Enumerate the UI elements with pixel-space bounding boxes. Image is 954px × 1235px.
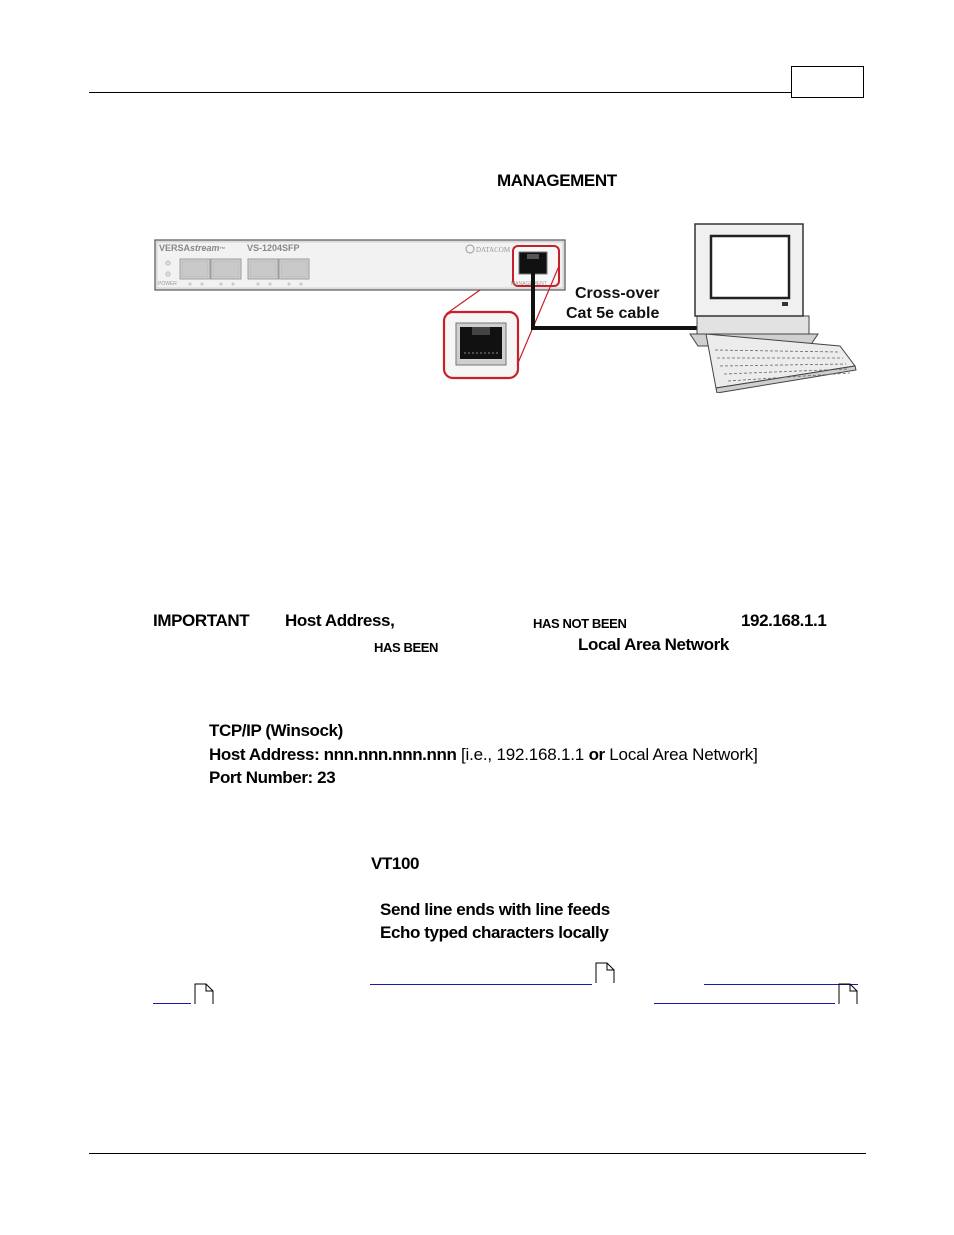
cross-reference-link-2-continued[interactable] <box>153 1003 191 1004</box>
host-address-setting <box>209 745 758 765</box>
device-maker: DATACOM <box>476 246 511 254</box>
host-hint-open: [i.e., 192.168.1.1 <box>456 745 589 764</box>
has-not-been-text: HAS NOT BEEN <box>533 616 627 631</box>
lan-text: Local Area Network <box>578 635 729 654</box>
management-label: MANAGEMENT <box>497 171 617 190</box>
cable-label-line1: Cross-over <box>575 285 660 302</box>
host-hint-or: or <box>588 745 605 764</box>
cross-reference-link-3[interactable] <box>654 1003 835 1004</box>
computer-icon <box>690 224 856 393</box>
ascii-line-feeds-option: Send line ends with line feeds <box>380 900 610 919</box>
important-label: IMPORTANT <box>153 611 250 630</box>
cross-reference-link-2[interactable] <box>704 984 858 985</box>
cross-reference-link-1[interactable] <box>370 984 592 985</box>
page-number-box <box>791 66 864 98</box>
device-brand-italic: stream <box>190 243 220 253</box>
cable-label-line2: Cat 5e cable <box>566 305 660 322</box>
device-power: POWER <box>158 281 177 287</box>
page-reference-icon-3 <box>838 983 858 1005</box>
emulation-vt100: VT100 <box>371 854 420 873</box>
connection-type: TCP/IP (Winsock) <box>209 721 343 740</box>
connection-diagram <box>150 218 860 393</box>
page-reference-icon-1 <box>595 962 615 984</box>
footer-rule <box>89 1153 866 1154</box>
page-reference-icon-2 <box>194 983 214 1005</box>
svg-text:VERSAstream™ <box>159 243 226 253</box>
port-number-setting: Port Number: 23 <box>209 768 336 787</box>
default-ip-text: 192.168.1.1 <box>741 611 827 630</box>
device-tm: ™ <box>219 247 226 253</box>
device-port-label: MANAGEMENT <box>511 281 547 287</box>
host-address-term: Host Address, <box>285 611 395 630</box>
host-address-label: Host Address: nnn.nnn.nnn.nnn <box>209 745 457 764</box>
ascii-echo-option: Echo typed characters locally <box>380 923 609 942</box>
switch-device <box>155 240 565 290</box>
host-hint-close: Local Area Network] <box>604 745 758 764</box>
device-model: VS-1204SFP <box>247 243 300 253</box>
zoomed-ethernet-jack <box>444 312 518 378</box>
has-been-text: HAS BEEN <box>374 640 438 655</box>
device-brand: VERSA <box>159 243 191 253</box>
header-rule <box>89 92 791 93</box>
